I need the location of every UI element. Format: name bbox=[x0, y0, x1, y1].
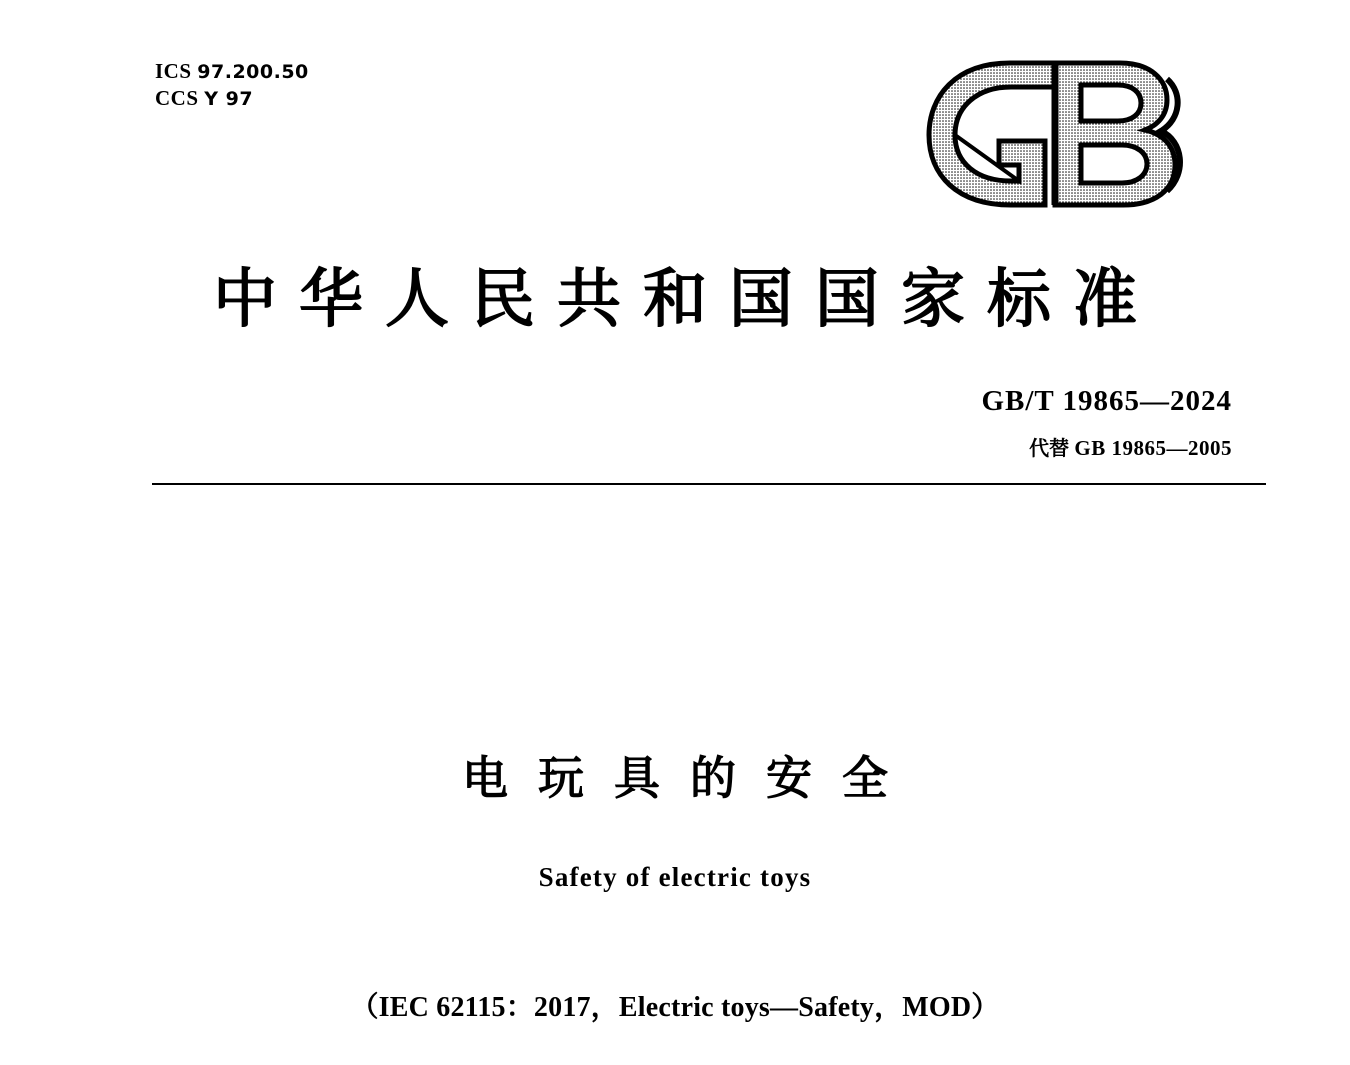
ccs-line bbox=[155, 85, 309, 112]
ccs-value: Y 97 bbox=[204, 87, 254, 110]
page-title: 中华人民共和国国家标准 bbox=[213, 263, 1159, 337]
ccs-label: CCS bbox=[155, 85, 199, 110]
document-title-chinese: 电玩具的安全 bbox=[462, 751, 918, 805]
classification-block bbox=[155, 58, 309, 112]
standard-replaces bbox=[1029, 432, 1232, 461]
standard-number: GB/T 19865—2024 bbox=[981, 385, 1232, 417]
document-title-english: Safety of electric toys bbox=[538, 862, 812, 892]
ics-value: 97.200.50 bbox=[197, 61, 309, 83]
standard-replaces-prefix: 代替 bbox=[1029, 436, 1070, 460]
ics-line bbox=[155, 58, 309, 85]
document-source-note: （IEC 62115：2017，Electric toys—Safety，MOD） bbox=[350, 992, 1000, 1023]
divider bbox=[152, 483, 1266, 485]
standard-replaces-number: GB 19865—2005 bbox=[1074, 436, 1232, 460]
ics-label: ICS bbox=[155, 59, 192, 83]
gb-emblem-icon bbox=[915, 45, 1205, 220]
